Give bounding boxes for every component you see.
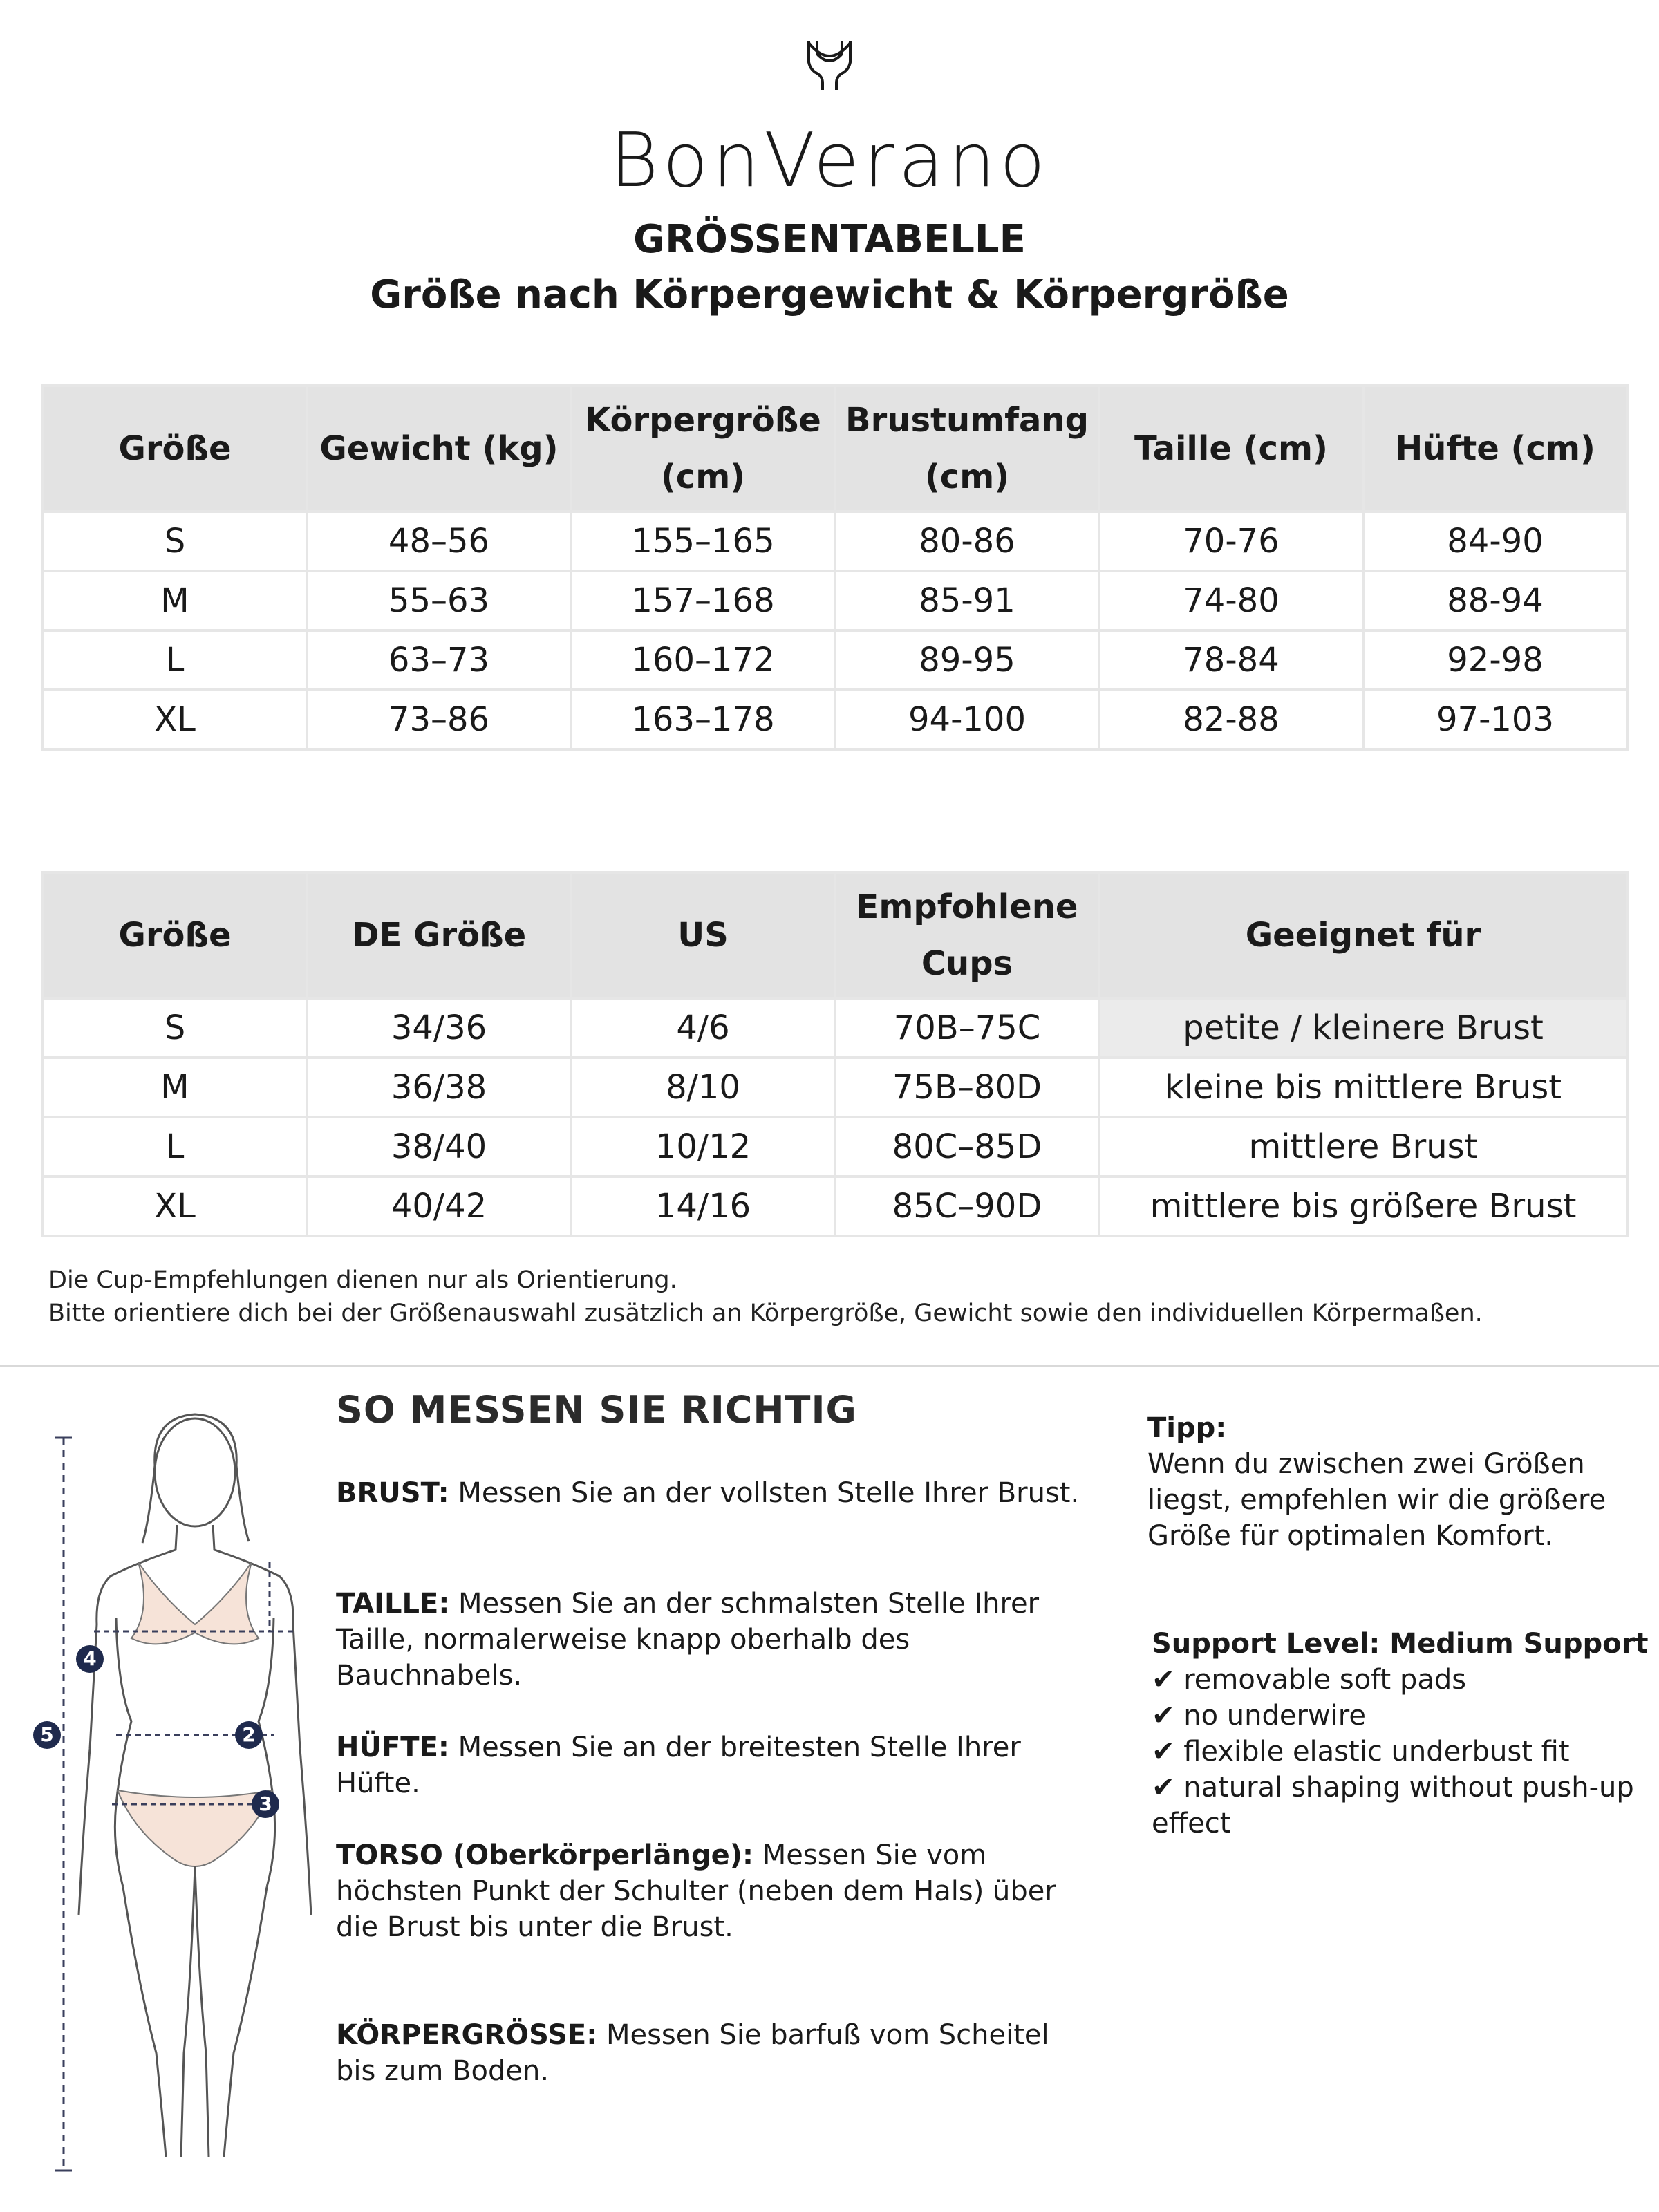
table-cell: 89-95 [835, 630, 1099, 690]
table-cell: 70-76 [1099, 512, 1363, 571]
table-cell: 80C–85D [835, 1117, 1099, 1177]
table-cell: 74-80 [1099, 571, 1363, 630]
instruction-text: Messen Sie vom höchsten Punkt der Schulter (neben dem Hals) über die Brust bis unter die Brust. [336, 1839, 1056, 1943]
table-cell: XL [43, 1177, 307, 1236]
instruction-label: BRUST: [336, 1477, 449, 1509]
table-cell: 4/6 [571, 998, 835, 1058]
column-header: DE Größe [307, 872, 571, 998]
note-line: Die Cup-Empfehlungen dienen nur als Orientierung. [48, 1266, 677, 1294]
marker-4: 4 [76, 1645, 104, 1673]
column-header: Größe [43, 386, 307, 512]
table-cell: 36/38 [307, 1058, 571, 1117]
instruction-label: TAILLE: [336, 1588, 450, 1620]
table-cell: 40/42 [307, 1177, 571, 1236]
table-row [43, 571, 1627, 630]
section-divider [0, 1365, 1659, 1367]
table-cell: 88-94 [1363, 571, 1627, 630]
table-cell: kleine bis mittlere Brust [1099, 1058, 1627, 1117]
table-cell: 73–86 [307, 690, 571, 749]
column-header: Brustumfang (cm) [835, 386, 1099, 512]
table-row [43, 1177, 1627, 1236]
table-row [43, 1058, 1627, 1117]
column-header: Körpergröße (cm) [571, 386, 835, 512]
table-cell: 75B–80D [835, 1058, 1099, 1117]
marker-3: 3 [252, 1790, 279, 1818]
instruction-text: Messen Sie an der schmalsten Stelle Ihrer Taille, normalerweise knapp oberhalb des Bauchnabels. [336, 1588, 1040, 1691]
size-table-cups [41, 871, 1629, 1237]
table-row [43, 630, 1627, 690]
table-cell: 85-91 [835, 571, 1099, 630]
column-header: Empfohlene Cups [835, 872, 1099, 998]
table-row [43, 512, 1627, 571]
size-table-body-measurements [41, 384, 1629, 751]
table-cell: 157–168 [571, 571, 835, 630]
table-cell: 163–178 [571, 690, 835, 749]
tip-text: Wenn du zwischen zwei Größen liegst, empfehlen wir die größere Größe für optimalen Komfort. [1147, 1448, 1606, 1552]
table-cell: petite / kleinere Brust [1099, 998, 1627, 1058]
table-cell: 48–56 [307, 512, 571, 571]
table-header-row [43, 386, 1627, 512]
column-header: Hüfte (cm) [1363, 386, 1627, 512]
table-cell: M [43, 1058, 307, 1117]
cup-note [48, 1264, 1483, 1330]
table-row [43, 998, 1627, 1058]
brand-wordmark: BonVerano [609, 118, 1050, 204]
table-cell: L [43, 630, 307, 690]
table-cell: 84-90 [1363, 512, 1627, 571]
table-cell: 70B–75C [835, 998, 1099, 1058]
table-cell: S [43, 998, 307, 1058]
instruction-koerpergroesse [336, 2017, 1096, 2089]
table-row [43, 690, 1627, 749]
column-header: Größe [43, 872, 307, 998]
table-cell: 82-88 [1099, 690, 1363, 749]
marker-2: 2 [235, 1721, 263, 1749]
column-header: Taille (cm) [1099, 386, 1363, 512]
table-cell: mittlere Brust [1099, 1117, 1627, 1177]
support-item: ✔ flexible elastic underbust fit [1152, 1736, 1570, 1768]
table-cell: 160–172 [571, 630, 835, 690]
table-cell: 63–73 [307, 630, 571, 690]
column-header: Geeignet für [1099, 872, 1627, 998]
tip-label: Tipp: [1147, 1412, 1227, 1444]
instruction-taille [336, 1586, 1096, 1694]
brand-logo [0, 35, 1659, 204]
page-title: GRÖSSENTABELLE [633, 217, 1026, 262]
body-measurement-figure [35, 1389, 325, 2177]
table-cell: 55–63 [307, 571, 571, 630]
instruction-huefte [336, 1730, 1096, 1801]
instruction-torso [336, 1837, 1096, 1945]
table-cell: 92-98 [1363, 630, 1627, 690]
instruction-label: TORSO (Oberkörperlänge): [336, 1839, 754, 1871]
table-cell: 80-86 [835, 512, 1099, 571]
support-item: ✔ removable soft pads [1152, 1664, 1467, 1696]
table-cell: 94-100 [835, 690, 1099, 749]
support-item: ✔ no underwire [1152, 1700, 1366, 1732]
instruction-label: KÖRPERGRÖSSE: [336, 2019, 598, 2051]
swimsuit-icon [788, 35, 871, 118]
table-cell: L [43, 1117, 307, 1177]
support-title: Support Level: Medium Support [1152, 1628, 1649, 1660]
note-line: Bitte orientiere dich bei der Größenauswahl zusätzlich an Körpergröße, Gewicht sowie den individuellen Körpermaßen. [48, 1300, 1483, 1327]
marker-5: 5 [33, 1721, 61, 1749]
support-level [1152, 1626, 1649, 1841]
instruction-text: Messen Sie an der vollsten Stelle Ihrer Brust. [449, 1477, 1080, 1509]
table-cell: 14/16 [571, 1177, 835, 1236]
table-cell: 8/10 [571, 1058, 835, 1117]
table-cell: 85C–90D [835, 1177, 1099, 1236]
table-header-row [43, 872, 1627, 998]
table-cell: mittlere bis größere Brust [1099, 1177, 1627, 1236]
table-cell: 78-84 [1099, 630, 1363, 690]
table-cell: S [43, 512, 307, 571]
table-cell: 10/12 [571, 1117, 835, 1177]
instruction-brust [336, 1475, 1096, 1511]
table-cell: 34/36 [307, 998, 571, 1058]
instruction-label: HÜFTE: [336, 1732, 449, 1763]
instruction-text: Messen Sie barfuß vom Scheitel bis zum Boden. [336, 2019, 1049, 2087]
support-item: ✔ natural shaping without push-up effect [1152, 1772, 1634, 1839]
table-row [43, 1117, 1627, 1177]
table-cell: 38/40 [307, 1117, 571, 1177]
column-header: Gewicht (kg) [307, 386, 571, 512]
table-cell: 97-103 [1363, 690, 1627, 749]
instruction-text: Messen Sie an der breitesten Stelle Ihrer Hüfte. [336, 1732, 1021, 1799]
page-subtitle: Größe nach Körpergewicht & Körpergröße [370, 272, 1289, 317]
column-header: US [571, 872, 835, 998]
tip-box [1147, 1410, 1645, 1554]
table-cell: 155–165 [571, 512, 835, 571]
table-cell: M [43, 571, 307, 630]
howto-title: SO MESSEN SIE RICHTIG [336, 1388, 857, 1432]
table-cell: XL [43, 690, 307, 749]
